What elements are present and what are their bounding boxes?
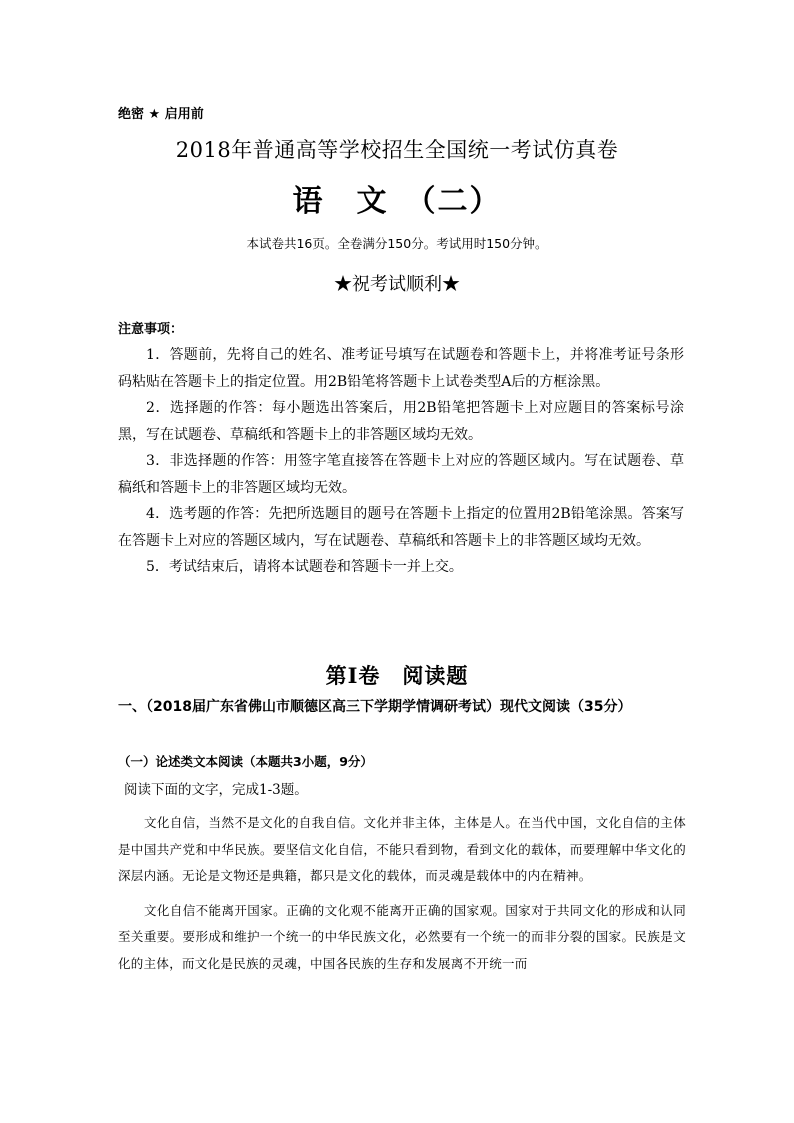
notice-item: 2．选择题的作答：每小题选出答案后，用2B铅笔把答题卡上对应题目的答案标号涂黑，写在试题卷、草稿纸和答题卡上的非答题区域均无效。 — [118, 400, 684, 443]
exam-title: 2018年普通高等学校招生全国统一考试仿真卷 — [175, 138, 619, 162]
passage-paragraph: 文化自信，当然不是文化的自我自信。文化并非主体，主体是人。在当代中国，文化自信的主体是中国共产党和中华民族。要坚信文化自信，不能只看到物，看到文化的载体，而要理解中华文化的深层内涵。无论是文物还是典籍，都只是文化的载体，而灵魂是载体中的内在精神。 — [118, 815, 686, 883]
notice-list — [118, 342, 684, 581]
notice-item: 1．答题前，先将自己的姓名、准考证号填写在试题卷和答题卡上，并将准考证号条形码粘贴在答题卡上的指定位置。用2B铅笔将答题卡上试卷类型A后的方框涂黑。 — [118, 347, 684, 390]
exam-info: 本试卷共16页。全卷满分150分。考试用时150分钟。 — [246, 236, 548, 251]
passage-paragraph: 文化自信不能离开国家。正确的文化观不能离开正确的国家观。国家对于共同文化的形成和认同至关重要。要形成和维护一个统一的中华民族文化，必然要有一个统一的而非分裂的国家。民族是文化的主体，而文化是民族的灵魂，中国各民族的生存和发展离不开统一而 — [118, 902, 686, 971]
notice-item: 4．选考题的作答：先把所选题目的题号在答题卡上指定的位置用2B铅笔涂黑。答案写在答题卡上对应的答题区域内，写在试题卷、草稿纸和答题卡上的非答题区域均无效。 — [118, 506, 684, 549]
reading-passage — [118, 810, 686, 985]
part-title: 第Ⅰ卷 阅读题 — [325, 663, 469, 688]
good-luck-line: ★祝考试顺利★ — [334, 274, 460, 295]
notice-item: 3．非选择题的作答：用签字笔直接答在答题卡上对应的答题区域内。写在试题卷、草稿纸和答题卡上的非答题区域均无效。 — [118, 453, 684, 496]
subject-title: 语 文 （二） — [292, 184, 502, 219]
section-title: 一、（2018届广东省佛山市顺德区高三下学期学情调研考试）现代文阅读（35分） — [118, 699, 632, 715]
confidential-label: 绝密 ★ 启用前 — [118, 107, 204, 122]
subsection-title: （一）论述类文本阅读（本题共3小题，9分） — [118, 754, 373, 769]
notice-item: 5．考试结束后，请将本试题卷和答题卡一并上交。 — [146, 559, 463, 575]
reading-instruction: 阅读下面的文字，完成1-3题。 — [124, 782, 308, 798]
notice-heading: 注意事项： — [118, 322, 184, 337]
